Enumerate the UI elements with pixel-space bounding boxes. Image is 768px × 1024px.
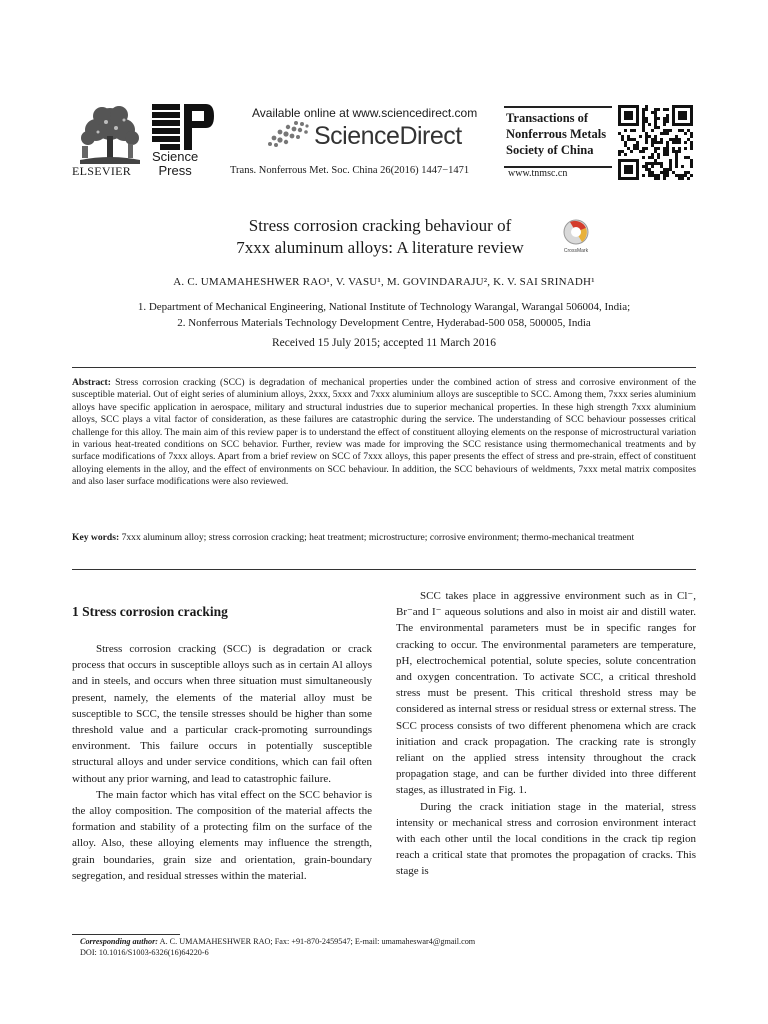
paragraph: SCC takes place in aggressive environment such as in Cl⁻, Br⁻and I⁻ aqueous solutions and also in moist air and distill water. The environmental parameters must be in specific ranges for cracking to occur. The environmental parameters are temperature, pH, electrochemical potential, solute species, solute concentration and oxygen concentration. To activate SCC, a critical threshold stress must be present. This critical threshold stress may be considered as internal stress or residual stress or external stress. The SCC process consists of two different phenomena which are crack initiation and crack propagation. The cracking rate is strongly reliant on the applied stress intensity throughout the crack propagation stage, and can be further divided into three different stages, as illustrated in Fig. 1.: [396, 590, 696, 797]
corresponding-author: [80, 936, 475, 947]
paragraph: Stress corrosion cracking (SCC) is degradation or crack process that occurs in susceptible alloys such as in certain Al alloys and in steels, and occurs when three situation must simultaneously present, namely, the elements of the material alloy must be susceptible to SCC, the tensile stresses should be higher than some threshold value and a particular crack-promoting surroundings environment. This failure occurs in potentially susceptible structural alloys and under service conditions, which can fail often without any prior warning, and lead to catastrophic failure.: [72, 643, 372, 785]
affiliation-2: 2. Nonferrous Materials Technology Development Centre, Hyderabad-500 058, 500005, India: [177, 317, 591, 329]
sciencedirect-dots-icon: [266, 120, 310, 148]
tnmsc-line3: Society of China: [506, 143, 594, 157]
authors: A. C. UMAMAHESHWER RAO¹, V. VASU¹, M. GOVINDARAJU², K. V. SAI SRINADH¹: [173, 276, 595, 288]
tnmsc-line2: Nonferrous Metals: [506, 127, 607, 141]
science-press-logo: [148, 102, 216, 152]
available-online-text: Available online at www.sciencedirect.com: [252, 106, 478, 120]
abstract-top-rule: [72, 367, 696, 368]
section-heading: 1 Stress corrosion cracking: [72, 604, 228, 619]
crossmark-icon[interactable]: [560, 218, 592, 254]
corresponding-text: A. C. UMAMAHESHWER RAO; Fax: +91-870-2459547; E-mail: umamaheswar4@gmail.com: [159, 937, 476, 946]
paragraph: The main factor which has vital effect on the SCC behavior is the alloy composition. The composition of the material affects the formation and stability of a protecting film on the surface of the alloy. Also, these alloying elements may influence the strength, grain boundaries, grain size and orientation, grain-boundary segregation, and residual stresses within the material.: [72, 788, 372, 882]
doi: DOI: 10.1016/S1003-6326(16)64220-6: [80, 948, 209, 957]
right-column: [396, 588, 696, 880]
journal-reference: Trans. Nonferrous Met. Soc. China 26(2016) 1447−1471: [230, 165, 470, 176]
tnmsc-url: www.tnmsc.cn: [508, 168, 568, 179]
science-press-label: [152, 150, 198, 178]
abstract-bottom-rule: [72, 569, 696, 570]
left-column: [72, 641, 372, 884]
title-line2: 7xxx aluminum alloys: A literature review: [236, 238, 524, 257]
article-title: [180, 215, 580, 259]
crossmark-label: CrossMark: [563, 248, 589, 254]
qr-code-icon: [616, 104, 696, 180]
science-press-line2: Press: [158, 163, 192, 178]
abstract-label: Abstract:: [72, 377, 111, 388]
keywords: [72, 532, 696, 544]
abstract: [72, 377, 696, 489]
footnote-rule: [72, 934, 180, 935]
paragraph: During the crack initiation stage in the material, stress intensity or mechanical stress and corrosion environment interact with each other until the local conditions in the crack tip region reach a critical state that promotes the propagation of cracks. This stage is: [396, 800, 696, 878]
title-line1: Stress corrosion cracking behaviour of: [248, 216, 512, 235]
received-dates: Received 15 July 2015; accepted 11 March 2016: [271, 337, 497, 349]
sciencedirect-wordmark: ScienceDirect: [314, 122, 462, 150]
tnmsc-title: [506, 110, 606, 158]
keywords-text: 7xxx aluminum alloy; stress corrosion cracking; heat treatment; microstructure; corrosive environment; thermo-mechanical treatment: [121, 532, 635, 543]
tnmsc-line1: Transactions of: [506, 111, 589, 125]
corresponding-label: Corresponding author:: [80, 937, 159, 946]
elsevier-label: ELSEVIER: [72, 164, 132, 178]
abstract-text: Stress corrosion cracking (SCC) is degradation of mechanical properties under the combined action of stress and corrosive environment of the susceptible material. Out of eight series of aluminium alloys, 2xxx, 5xxx and 7xxx aluminium alloys are susceptible to SCC. Among them, 7xxx series aluminium alloys have specific application in aerospace, military and structural industries due to superior mechanical properties. In these high strength 7xxx aluminium alloys, SCC plays a vital factor of consideration, as these failures are catastrophic during the service. The understanding of SCC behaviour possesses critical challenge for this alloy. The main aim of this review paper is to understand the effect of constituent alloying elements on the response of microstructural variation in various heat-treated conditions on SCC behavior. Further, review was made for improving the SCC resistance using thermomechanical treatments and by surface modifications of 7xxx alloys. Apart from a brief review on SCC of 7xxx alloys, this paper presents the effect of stress and pre-strain, effect of constituent alloying elements in the alloy, and the effect of environments on SCC behaviour. In addition, the SCC behaviours of weldments, 7xxx metal matrix composites and also laser surface modifications were also reviewed.: [72, 377, 696, 488]
science-press-line1: Science: [152, 149, 199, 164]
keywords-label: Key words:: [72, 532, 120, 543]
footnote: [80, 936, 475, 958]
affiliation-1: 1. Department of Mechanical Engineering, National Institute of Technology Warangal, Warangal 506004, India;: [137, 301, 631, 313]
